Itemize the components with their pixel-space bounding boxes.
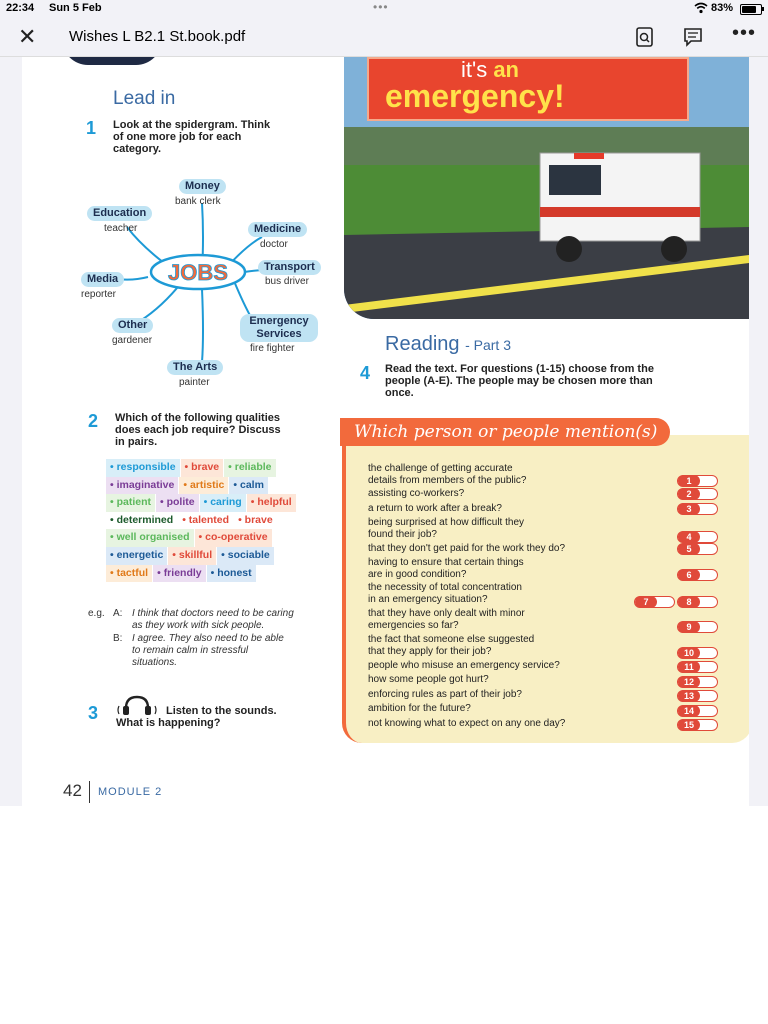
quality-label: sociable	[227, 548, 270, 561]
answer-box[interactable]	[677, 543, 718, 555]
wifi-icon	[694, 1, 708, 15]
answer-number: 12	[678, 676, 700, 688]
answer-box[interactable]	[677, 531, 718, 543]
answer-box[interactable]	[677, 569, 718, 581]
bullet-icon: •	[182, 513, 189, 526]
bullet-icon: •	[221, 548, 228, 561]
category-transport: Transport	[258, 260, 321, 275]
question-item: the necessity of total concentration in an emergency situation?	[368, 582, 522, 605]
qualities-list	[106, 459, 296, 582]
quality-tag	[178, 512, 233, 530]
question-4-number: 4	[360, 363, 371, 383]
quality-tag	[200, 494, 246, 512]
bullet-icon: •	[110, 461, 117, 473]
category-emergency-services: Emergency Services	[240, 314, 318, 342]
banner-line2: emergency!	[385, 78, 565, 114]
battery-icon	[740, 4, 762, 15]
answer-number: 10	[678, 647, 700, 659]
module-label: MODULE 2	[98, 786, 163, 798]
question-item: that they don't get paid for the work they do?	[368, 543, 566, 554]
empty-area	[0, 806, 768, 1024]
quality-label: energetic	[116, 548, 164, 561]
bullet-icon: •	[198, 531, 206, 544]
qualities-row	[106, 565, 296, 583]
example-a-label: A:	[113, 608, 123, 619]
quality-tag	[106, 477, 178, 495]
answer-box[interactable]	[677, 596, 718, 608]
bullet-icon: •	[183, 478, 190, 491]
question-item: a return to work after a break?	[368, 503, 502, 514]
quality-label: brave	[191, 461, 220, 473]
title-banner	[367, 57, 689, 121]
answer-box[interactable]	[634, 596, 675, 608]
example-a-text: I think that doctors need to be caring as they work with sick people.	[132, 608, 294, 632]
question-item: ambition for the future?	[368, 703, 471, 714]
example-b-label: B:	[113, 633, 123, 644]
category-media: Media	[81, 272, 124, 287]
qualities-row	[106, 512, 296, 530]
bullet-icon: •	[110, 513, 117, 526]
category-education: Education	[87, 206, 152, 221]
quality-tag	[229, 477, 268, 495]
bullet-icon: •	[110, 531, 117, 544]
bullet-icon: •	[238, 513, 245, 526]
question-1-number: 1	[86, 118, 97, 138]
quality-tag	[106, 565, 152, 583]
answer-box[interactable]	[677, 475, 718, 487]
example-eg: e.g.	[88, 608, 105, 619]
quality-label: helpful	[257, 496, 292, 509]
bullet-icon: •	[210, 566, 218, 579]
document-toolbar	[0, 18, 768, 57]
answer-number: 15	[678, 719, 700, 731]
bullet-icon: •	[160, 496, 167, 509]
bullet-icon: •	[110, 496, 117, 509]
search-document-icon[interactable]	[634, 26, 656, 48]
bullet-icon: •	[110, 566, 117, 579]
answer-number: 4	[678, 531, 700, 543]
quality-tag	[195, 529, 272, 547]
category-medicine: Medicine	[248, 222, 307, 237]
quality-label: brave	[244, 513, 273, 526]
close-button[interactable]: ✕	[18, 24, 37, 49]
question-item: how some people got hurt?	[368, 674, 489, 685]
quality-label: polite	[166, 496, 195, 509]
category-money: Money	[179, 179, 226, 194]
bullet-icon: •	[172, 548, 179, 561]
job-transport: bus driver	[265, 276, 309, 287]
question-1-text: Look at the spidergram. Think of one more job for each category.	[113, 119, 271, 155]
answer-box[interactable]	[677, 661, 718, 673]
quality-label: reliable	[234, 461, 272, 473]
question-item: that they have only dealt with minor emergencies so far?	[368, 608, 525, 631]
quality-tag	[168, 547, 216, 565]
job-the-arts: painter	[179, 377, 210, 388]
bullet-icon: •	[157, 566, 164, 579]
answer-number: 5	[678, 543, 700, 555]
quality-label: honest	[217, 566, 252, 579]
bullet-icon: •	[228, 461, 235, 473]
bullet-icon: •	[184, 461, 192, 473]
answer-number: 2	[678, 488, 700, 500]
question-item: not knowing what to expect on any one day?	[368, 718, 566, 729]
quality-label: determined	[116, 513, 174, 526]
question-4-text: Read the text. For questions (1-15) choose from the people (A-E). The people may be chosen more than once.	[385, 363, 654, 399]
answer-number: 9	[678, 621, 700, 633]
answer-box[interactable]	[677, 705, 718, 717]
job-emergency-services: fire fighter	[250, 343, 295, 354]
quality-label: caring	[210, 496, 242, 509]
answer-number: 13	[678, 690, 700, 702]
qualities-row	[106, 547, 296, 565]
quality-label: calm	[240, 478, 264, 491]
job-other: gardener	[112, 335, 153, 346]
quality-tag	[106, 547, 167, 565]
answer-number: 11	[678, 661, 700, 673]
status-bar	[0, 0, 768, 18]
quality-tag	[106, 459, 180, 477]
answer-number: 1	[678, 475, 700, 487]
document-title: Wishes L B2.1 St.book.pdf	[69, 28, 246, 45]
question-3-number: 3	[88, 703, 99, 723]
qualities-row	[106, 459, 296, 477]
footer-divider	[89, 781, 90, 803]
answer-number: 7	[635, 596, 657, 608]
quality-label: artistic	[189, 478, 225, 491]
question-2-number: 2	[88, 411, 99, 431]
qualities-row	[106, 477, 296, 495]
banner-line1: it's	[461, 57, 494, 82]
qualities-row	[106, 529, 296, 547]
quality-tag	[179, 477, 228, 495]
quality-tag	[247, 494, 296, 512]
quality-tag	[217, 547, 274, 565]
answer-box[interactable]	[677, 503, 718, 515]
reading-heading: Reading - Part 3	[385, 333, 511, 355]
quality-label: imaginative	[116, 478, 175, 491]
quality-tag	[106, 494, 155, 512]
quality-label: co-operative	[205, 531, 268, 544]
multitasking-dots[interactable]: •••	[373, 0, 389, 14]
answer-box[interactable]	[677, 676, 718, 688]
quality-tag	[207, 565, 256, 583]
question-item: assisting co-workers?	[368, 488, 465, 499]
bullet-icon: •	[110, 548, 117, 561]
category-other: Other	[112, 318, 153, 333]
pdf-page[interactable]	[22, 57, 749, 806]
category-the-arts: The Arts	[167, 360, 223, 375]
question-2-text: Which of the following qualities does each job require? Discuss in pairs.	[115, 412, 281, 448]
answer-number: 8	[678, 596, 700, 608]
spidergram-center: JOBS	[168, 260, 228, 285]
qualities-row	[106, 494, 296, 512]
quality-tag	[106, 529, 194, 547]
quality-tag	[153, 565, 206, 583]
job-money: bank clerk	[175, 196, 221, 207]
quality-label: skillful	[178, 548, 213, 561]
question-item: the challenge of getting accurate details from members of the public?	[368, 463, 527, 486]
answer-box[interactable]	[677, 647, 718, 659]
answer-box[interactable]	[677, 621, 718, 633]
answer-box[interactable]	[677, 690, 718, 702]
quality-label: responsible	[116, 461, 176, 473]
more-options-button[interactable]: •••	[732, 22, 757, 44]
answer-number: 6	[678, 569, 700, 581]
quality-label: talented	[188, 513, 230, 526]
answer-number: 14	[678, 705, 700, 717]
lead-in-heading: Lead in	[113, 88, 176, 109]
bullet-icon: •	[250, 496, 258, 509]
bullet-icon: •	[110, 478, 117, 491]
quality-label: friendly	[163, 566, 202, 579]
answer-box[interactable]	[677, 719, 718, 731]
question-item: being surprised at how difficult they found their job?	[368, 517, 525, 540]
banner-line1-bold: an	[493, 57, 519, 82]
quality-tag	[106, 512, 177, 530]
quality-tag	[224, 459, 275, 477]
quality-label: tactful	[116, 566, 149, 579]
status-date: Sun 5 Feb	[49, 2, 102, 14]
job-medicine: doctor	[260, 239, 288, 250]
status-time: 22:34	[6, 2, 35, 14]
quality-tag	[156, 494, 199, 512]
bullet-icon: •	[233, 478, 240, 491]
question-item: people who misuse an emergency service?	[368, 660, 560, 671]
question-3-text: Listen to the sounds. What is happening?	[116, 705, 277, 729]
answer-box[interactable]	[677, 488, 718, 500]
job-education: teacher	[104, 223, 138, 234]
bullet-icon: •	[203, 496, 211, 509]
answer-number: 3	[678, 503, 700, 515]
battery-percent: 83%	[711, 2, 734, 14]
annotate-icon[interactable]	[682, 26, 704, 48]
quality-tag	[234, 512, 277, 530]
example-b-text: I agree. They also need to be able to remain calm in stressful situations.	[132, 633, 284, 669]
page-number: 42	[63, 781, 82, 800]
quality-tag	[181, 459, 224, 477]
which-person-banner: Which person or people mention(s)	[340, 418, 670, 446]
question-item: the fact that someone else suggested that they apply for their job?	[368, 634, 535, 657]
question-item: enforcing rules as part of their job?	[368, 689, 522, 700]
job-media: reporter	[81, 289, 117, 300]
question-item: having to ensure that certain things are in good condition?	[368, 557, 524, 580]
quality-label: patient	[116, 496, 152, 509]
quality-label: well organised	[116, 531, 190, 544]
